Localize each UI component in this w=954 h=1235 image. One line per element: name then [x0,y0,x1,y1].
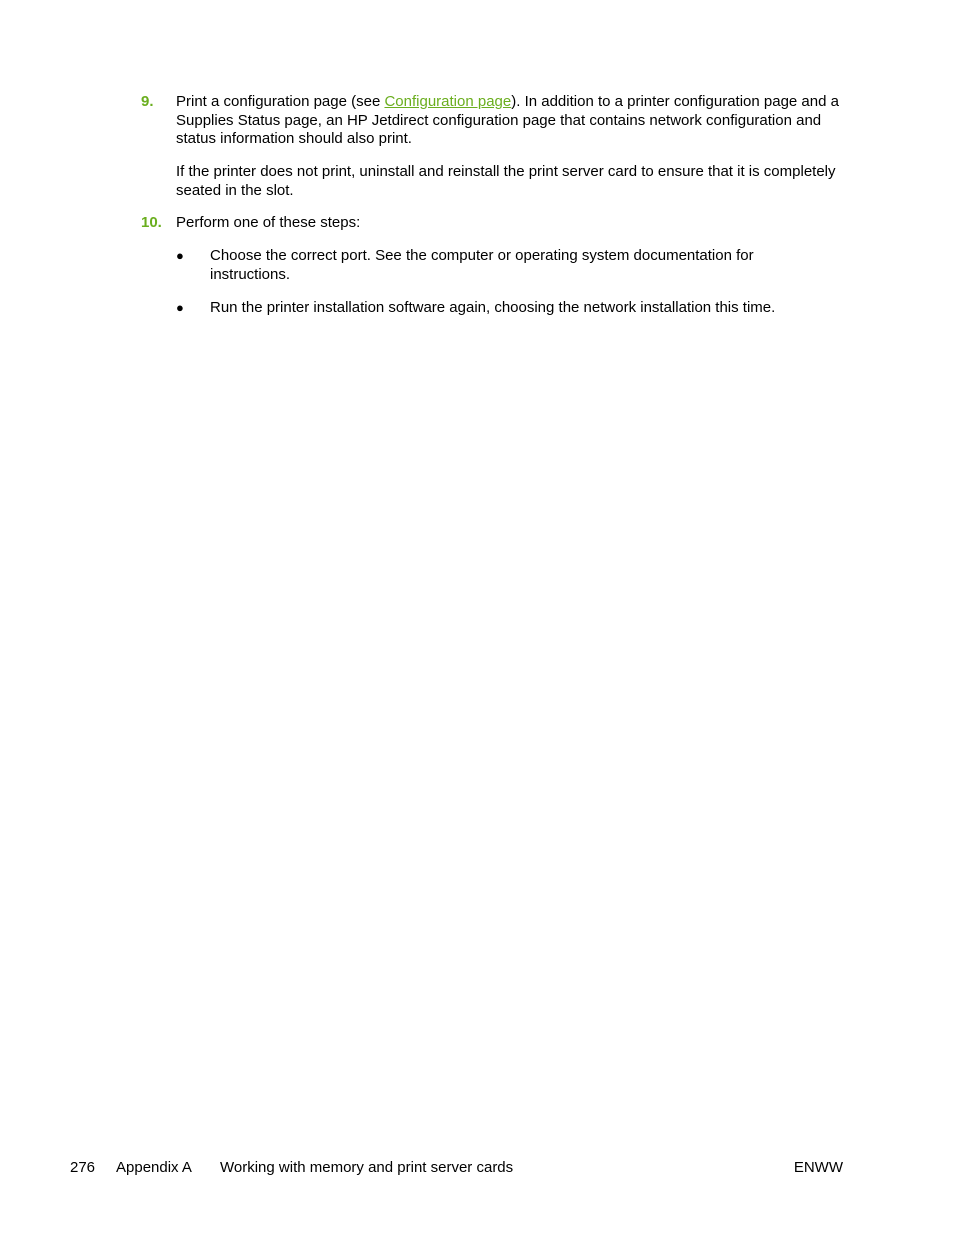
bullet-icon: ● [176,300,184,315]
configuration-page-link[interactable]: Configuration page [384,93,512,110]
bullet-text: Choose the correct port. See the computer or operating system documentation for instructions. [210,247,754,283]
bullet-icon: ● [176,248,184,263]
step-number: 10. [141,214,162,231]
step-text: Perform one of these steps: [176,214,361,231]
footer-appendix: Appendix A [116,1159,192,1176]
footer-locale: ENWW [793,1159,843,1176]
step-text-after-link: ). In addition to a printer configuration page and a Supplies Status page, an HP Jetdirect configuration page that contains network configuration and status information should also print. [176,93,839,147]
step-number: 9. [141,93,154,110]
bullet-text: Run the printer installation software again, choosing the network installation this time. [210,299,776,316]
note-text: If the printer does not print, uninstall and reinstall the print server card to ensure that it is completely seated in the slot. [176,163,836,199]
page-number: 276 [70,1159,96,1176]
footer-chapter-title: Working with memory and print server cards [220,1159,514,1176]
page-footer [0,1159,954,1179]
step-text [176,93,848,149]
step-text-before-link: Print a configuration page (see [176,93,385,110]
